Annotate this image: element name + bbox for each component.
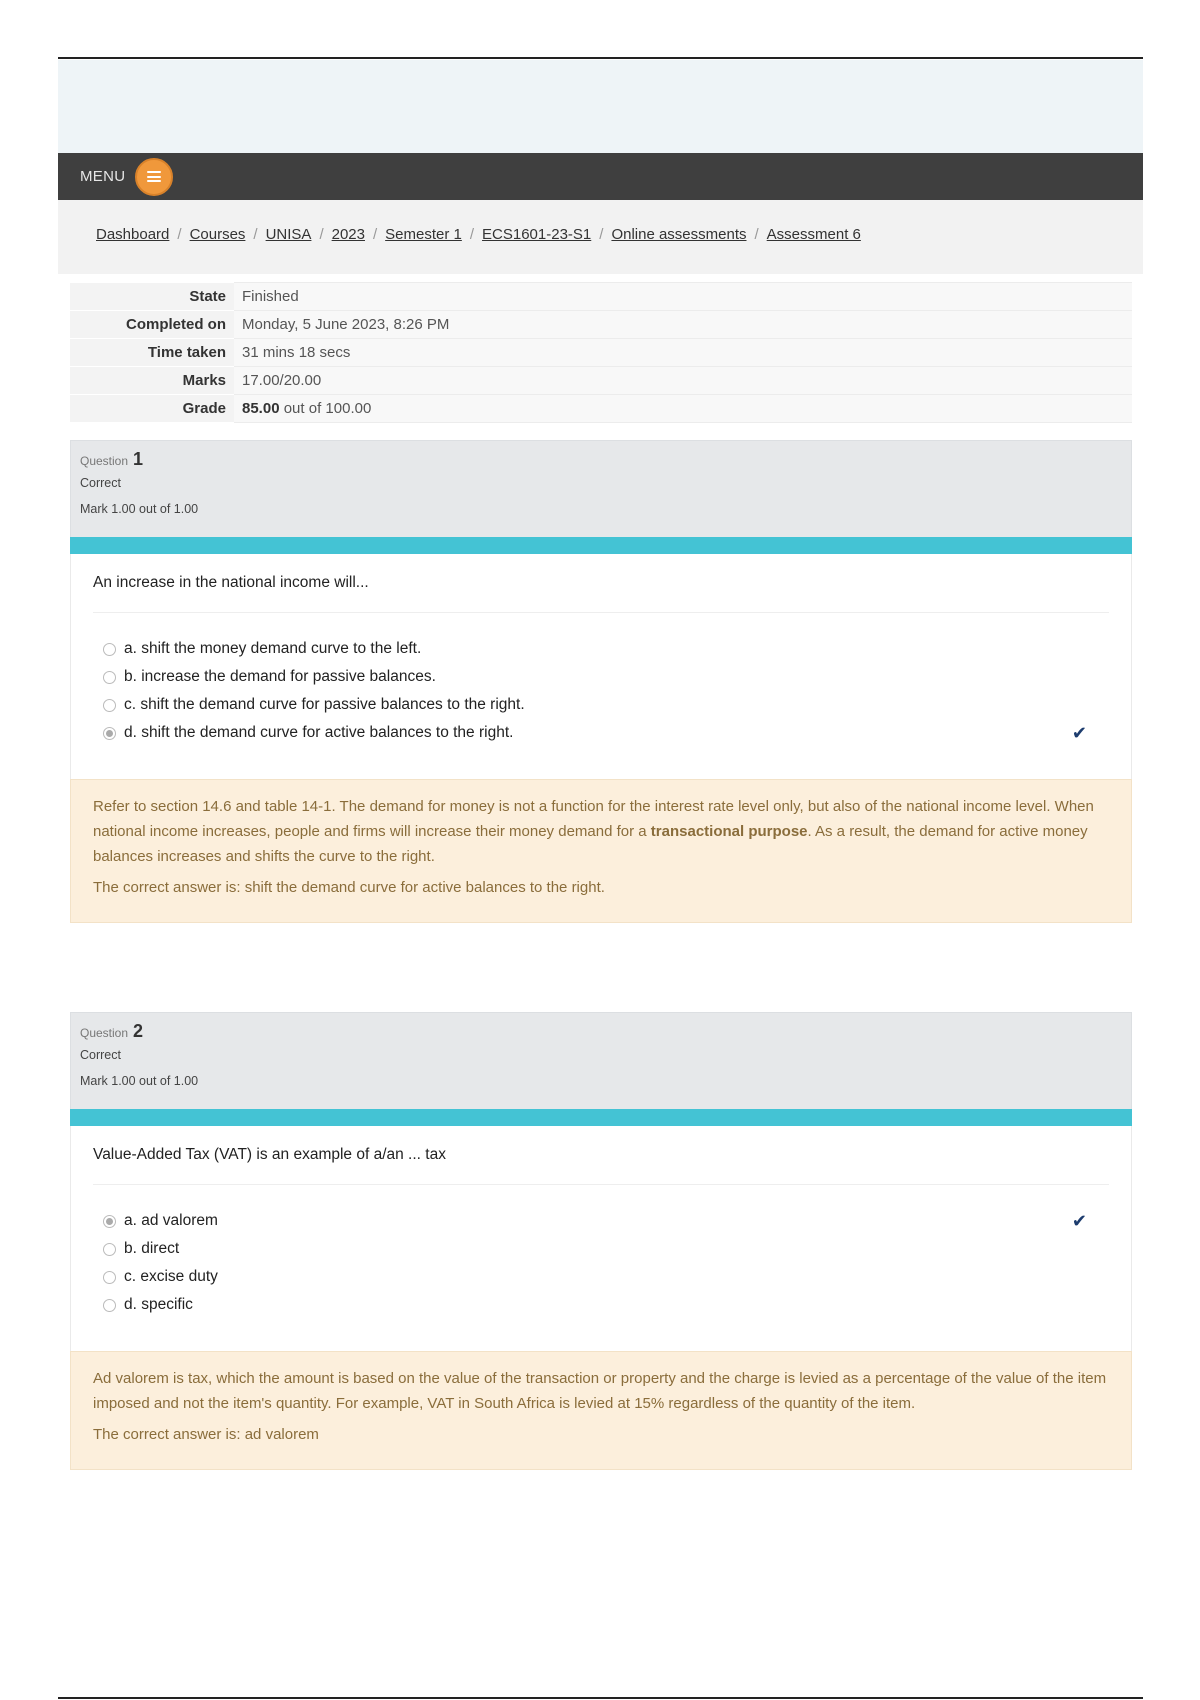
answer-label: a. ad valorem xyxy=(124,1212,218,1229)
breadcrumb-year[interactable]: 2023 xyxy=(331,226,365,243)
right-answer: The correct answer is: ad valorem xyxy=(93,1426,319,1443)
radio-button[interactable] xyxy=(103,643,116,656)
question-text: An increase in the national income will... xyxy=(93,574,1109,613)
summary-value: Finished xyxy=(234,283,1132,311)
breadcrumb-separator: / xyxy=(372,226,378,243)
breadcrumb-semester[interactable]: Semester 1 xyxy=(385,226,462,243)
answer-list xyxy=(93,1185,1109,1351)
question-text: Value-Added Tax (VAT) is an example of a/an ... tax xyxy=(93,1146,1109,1185)
breadcrumb-course[interactable]: ECS1601-23-S1 xyxy=(482,226,592,243)
answer-option-c[interactable] xyxy=(93,691,1109,719)
question-state: Correct xyxy=(80,1048,121,1062)
breadcrumb-separator: / xyxy=(599,226,604,243)
menu-label: MENU xyxy=(80,168,126,185)
answer-label: d. specific xyxy=(124,1296,193,1313)
answer-option-c[interactable] xyxy=(93,1263,1109,1291)
answer-option-d[interactable] xyxy=(93,1291,1109,1319)
question-number: 1 xyxy=(133,449,144,469)
breadcrumb-online-assessments[interactable]: Online assessments xyxy=(611,226,747,243)
summary-value xyxy=(234,395,1132,423)
answer-option-b[interactable] xyxy=(93,1235,1109,1263)
grade-score: 85.00 xyxy=(242,400,280,417)
answer-option-b[interactable] xyxy=(93,663,1109,691)
question-mark: Mark 1.00 out of 1.00 xyxy=(80,1074,199,1088)
radio-button-selected[interactable] xyxy=(103,727,116,740)
breadcrumb-separator: / xyxy=(469,226,475,243)
answer-option-a[interactable] xyxy=(93,635,1109,663)
answer-label: d. shift the demand curve for active balances to the right. xyxy=(124,724,514,741)
breadcrumb-separator: / xyxy=(177,226,182,243)
radio-button[interactable] xyxy=(103,699,116,712)
right-answer: The correct answer is: shift the demand curve for active balances to the right. xyxy=(93,879,605,896)
menu-button[interactable] xyxy=(135,158,173,196)
question-accent-bar xyxy=(70,1109,1132,1126)
summary-value: Monday, 5 June 2023, 8:26 PM xyxy=(234,311,1132,339)
question-accent-bar xyxy=(70,537,1132,554)
breadcrumb-separator: / xyxy=(319,226,324,243)
checkmark-icon: ✔ xyxy=(1071,722,1087,743)
question-mark: Mark 1.00 out of 1.00 xyxy=(80,502,199,516)
radio-button-selected[interactable] xyxy=(103,1215,116,1228)
breadcrumb-assessment[interactable]: Assessment 6 xyxy=(766,226,861,243)
summary-label: Time taken xyxy=(70,339,234,367)
radio-button[interactable] xyxy=(103,671,116,684)
question-word: Question xyxy=(80,1026,129,1040)
summary-row-time-taken xyxy=(70,339,1132,367)
answer-list xyxy=(93,613,1109,779)
summary-value: 31 mins 18 secs xyxy=(234,339,1132,367)
answer-label: c. shift the demand curve for passive balances to the right. xyxy=(124,696,525,713)
question-2 xyxy=(70,1012,1132,1470)
page-top-rule xyxy=(58,57,1143,59)
question-number: 2 xyxy=(133,1021,144,1041)
answer-option-a[interactable] xyxy=(93,1207,1109,1235)
general-feedback: Refer to section 14.6 and table 14-1. The demand for money is not a function for the interest rate level only, but also of the national income level. When national income increases, people and firms will increase their money demand for a transactional purpose. As a result, the demand for active money balances increases and shifts the curve to the right. xyxy=(93,798,1094,865)
site-banner xyxy=(58,60,1143,153)
radio-button[interactable] xyxy=(103,1299,116,1312)
question-feedback xyxy=(70,1351,1132,1470)
radio-button[interactable] xyxy=(103,1271,116,1284)
hamburger-icon xyxy=(147,171,161,182)
question-state: Correct xyxy=(80,476,121,490)
breadcrumb-unisa[interactable]: UNISA xyxy=(265,226,312,243)
summary-row-grade xyxy=(70,395,1132,423)
radio-button[interactable] xyxy=(103,1243,116,1256)
breadcrumb-separator: / xyxy=(754,226,759,243)
breadcrumb-separator: / xyxy=(253,226,258,243)
grade-suffix: out of 100.00 xyxy=(283,400,372,417)
question-info xyxy=(70,1012,1132,1109)
breadcrumb-bar xyxy=(58,200,1143,274)
summary-row-state xyxy=(70,283,1132,311)
attempt-summary-table xyxy=(70,282,1132,423)
summary-row-completed-on xyxy=(70,311,1132,339)
answer-label: b. increase the demand for passive balances. xyxy=(124,668,436,685)
menu-bar xyxy=(58,153,1143,200)
question-word: Question xyxy=(80,454,129,468)
general-feedback: Ad valorem is tax, which the amount is based on the value of the transaction or property and the charge is levied as a percentage of the value of the item imposed and not the item's quantity. For example, VAT in South Africa is levied at 15% regardless of the quantity of the item. xyxy=(93,1370,1107,1412)
breadcrumb-dashboard[interactable]: Dashboard xyxy=(96,226,170,243)
summary-value: 17.00/20.00 xyxy=(234,367,1132,395)
page-bottom-rule xyxy=(58,1697,1143,1699)
question-info xyxy=(70,440,1132,537)
summary-row-marks xyxy=(70,367,1132,395)
breadcrumb xyxy=(96,226,861,243)
feedback-emphasis: transactional purpose xyxy=(650,823,808,840)
answer-label: c. excise duty xyxy=(124,1268,218,1285)
question-feedback xyxy=(70,779,1132,923)
answer-option-d[interactable] xyxy=(93,719,1109,747)
question-1 xyxy=(70,440,1132,923)
summary-label: Grade xyxy=(70,395,234,423)
question-body xyxy=(70,554,1132,779)
checkmark-icon: ✔ xyxy=(1071,1210,1087,1231)
summary-label: Completed on xyxy=(70,311,234,339)
breadcrumb-courses[interactable]: Courses xyxy=(189,226,246,243)
question-body xyxy=(70,1126,1132,1351)
answer-label: a. shift the money demand curve to the left. xyxy=(124,640,422,657)
summary-label: State xyxy=(70,283,234,311)
answer-label: b. direct xyxy=(124,1240,180,1257)
summary-label: Marks xyxy=(70,367,234,395)
